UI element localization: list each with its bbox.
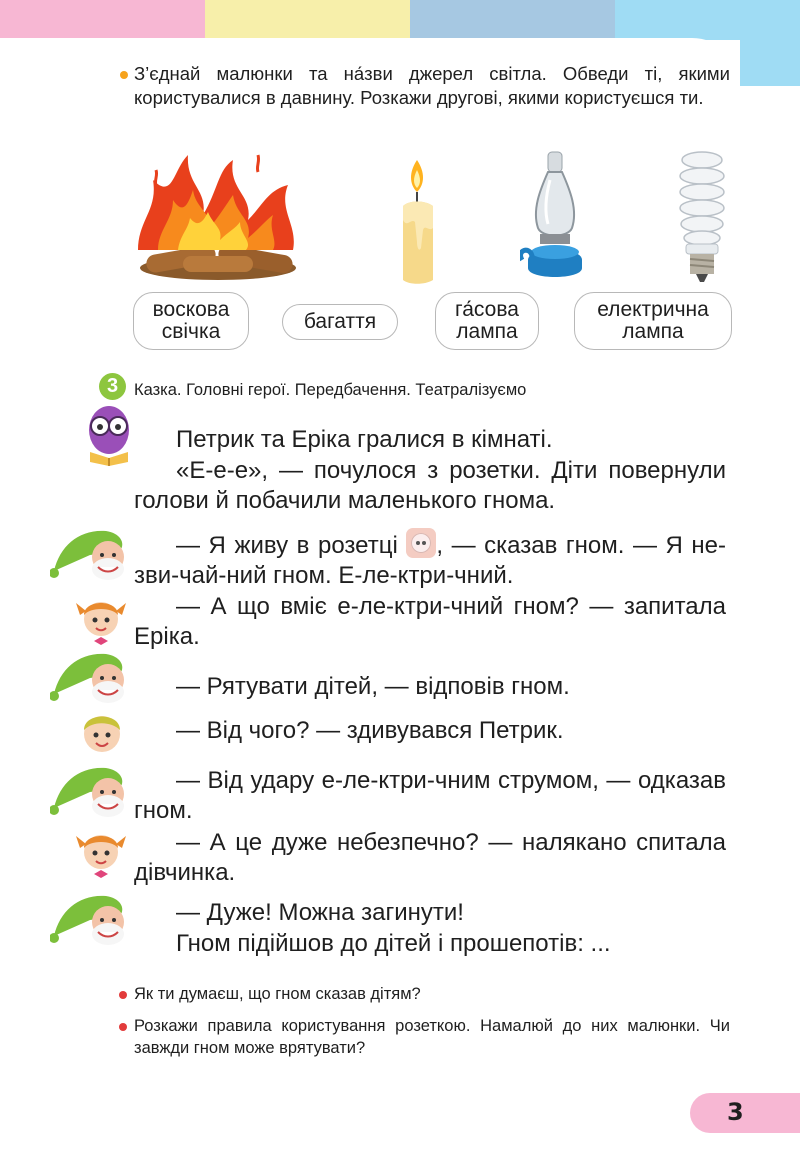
story-paragraph: — Від чого? — здивувався Петрик.	[176, 717, 564, 744]
candle-icon	[395, 158, 440, 286]
label-text: воскова	[152, 298, 230, 321]
story-text: — Я живу в розетці	[176, 532, 398, 559]
story-paragraph: — Від удару е-ле-ктри-чним струмом, — одказав гном.	[134, 767, 726, 824]
story-paragraph: «Е-е-е», — почулося з розетки. Діти повернули голови й побачили маленького гнома.	[134, 457, 726, 514]
petryk-avatar	[76, 706, 128, 760]
label-text: лампа	[622, 320, 684, 343]
story-paragraph: Петрик та Еріка гралися в кімнаті.	[176, 426, 553, 453]
top-stripe-light-blue	[615, 0, 800, 40]
page-number: 3	[727, 1098, 744, 1126]
bullet-red	[119, 991, 127, 999]
light-bulb-icon	[672, 150, 732, 285]
top-stripe-blue	[410, 0, 615, 40]
label-gas-lamp[interactable]	[435, 292, 539, 350]
question-2: Розкажи правила користування розеткою. Намалюй до них малюнки. Чи завжди гном може врятувати?	[134, 1017, 730, 1057]
reader-owl-icon	[84, 400, 134, 466]
bullet-orange	[120, 71, 128, 79]
section-title: Казка. Головні герої. Передбачення. Театралізуємо	[134, 381, 527, 399]
gnome-avatar	[50, 525, 134, 583]
label-text: свічка	[161, 320, 221, 343]
label-text: багаття	[303, 310, 377, 333]
label-text: електрична	[597, 298, 709, 321]
top-stripe-yellow	[205, 0, 410, 40]
story-paragraph	[134, 528, 726, 591]
page-number-tab	[690, 1093, 800, 1133]
bullet-red	[119, 1023, 127, 1031]
label-wax-candle[interactable]	[133, 292, 249, 350]
power-socket-icon	[406, 528, 436, 558]
label-campfire[interactable]	[282, 304, 398, 340]
story-paragraph: — Рятувати дітей, — відповів гном.	[176, 673, 570, 700]
story-text: , — сказав гном. — Я не-зви-чай-ний гном. Е-ле-ктри-чний.	[134, 532, 727, 589]
top-stripe-pink	[0, 0, 205, 40]
section-number-badge: 3	[99, 373, 126, 400]
gnome-avatar	[50, 890, 134, 948]
erika-avatar	[72, 593, 130, 649]
label-electric-lamp[interactable]	[574, 292, 732, 350]
story-paragraph: — А це дуже небезпечно? — налякано спитала дівчинка.	[134, 829, 726, 886]
label-text: лампа	[456, 320, 518, 343]
erika-avatar	[72, 826, 130, 882]
label-text: га́сова	[455, 298, 519, 321]
corner-tab	[740, 38, 800, 86]
gas-lamp-icon	[520, 150, 590, 285]
campfire-icon	[128, 150, 308, 285]
story-paragraph: — А що вміє е-ле-ктри-чний гном? — запитала Еріка.	[134, 593, 726, 650]
gnome-avatar	[50, 648, 134, 706]
story-paragraph: Гном підійшов до дітей і прошепотів: ...	[176, 930, 611, 957]
task-instruction: З’єднай малюнки та на́зви джерел світла. Обведи ті, якими користувалися в давнину. Розкажи другові, якими користуєшся ти.	[134, 63, 730, 108]
gnome-avatar	[50, 762, 134, 820]
question-1: Як ти думаєш, що гном сказав дітям?	[134, 985, 421, 1003]
story-paragraph: — Дуже! Можна загинути!	[176, 899, 464, 926]
